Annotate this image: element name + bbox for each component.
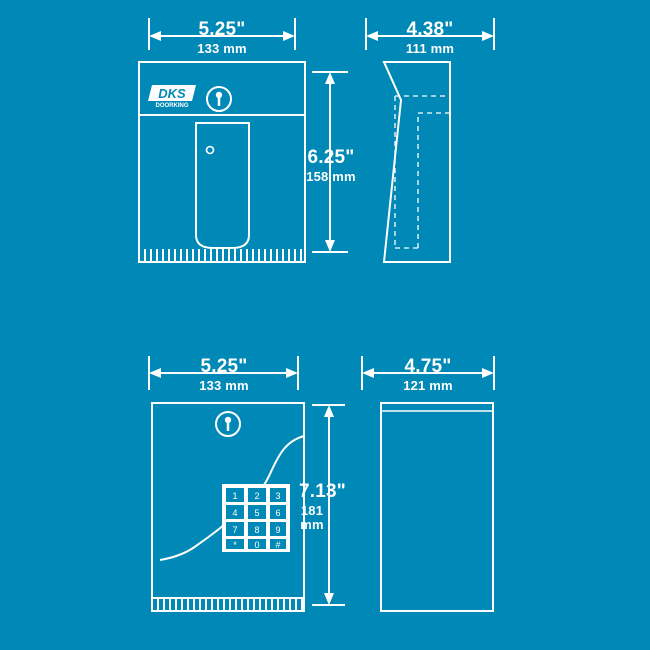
svg-text:1: 1: [232, 491, 238, 501]
svg-text:0: 0: [254, 540, 260, 550]
dim-inches: 4.38": [406, 19, 454, 40]
dim-inches: 5.25": [200, 356, 248, 377]
top-side-view-outline: [384, 62, 450, 262]
dim-inches: 6.25": [307, 147, 355, 168]
svg-text:DOORKING: DOORKING: [155, 103, 189, 109]
dim-mm: 181 mm: [300, 502, 324, 532]
svg-text:3: 3: [275, 491, 281, 501]
svg-text:*: *: [233, 540, 237, 550]
top-key-lock-icon: [207, 87, 231, 111]
dim-label-bottom-front-width: [162, 357, 286, 393]
dim-inches: 7.13": [299, 481, 346, 502]
dim-label-bottom-height: [299, 481, 346, 532]
dim-mm: 133 mm: [199, 377, 249, 393]
dim-label-bottom-side-width: [368, 357, 488, 393]
bottom-key-lock-icon: [216, 412, 240, 436]
dim-mm: 111 mm: [405, 40, 455, 56]
svg-text:7: 7: [232, 525, 238, 535]
bottom-side-view-outline: [381, 403, 493, 611]
dim-mm: 133 mm: [197, 40, 247, 56]
dim-mm: 158 mm: [306, 168, 356, 184]
dim-mm: 121 mm: [403, 377, 453, 393]
svg-text:#: #: [275, 540, 281, 550]
svg-text:4: 4: [232, 508, 238, 518]
dim-label-top-side-width: [370, 20, 490, 56]
doorking-logo-text: [156, 103, 189, 109]
dim-label-top-height: [295, 148, 367, 184]
dim-label-top-front-width: [160, 20, 284, 56]
svg-text:9: 9: [275, 525, 281, 535]
dks-logo-text: [158, 86, 186, 101]
svg-text:DKS: DKS: [158, 86, 186, 101]
dim-inches: 5.25": [198, 19, 246, 40]
svg-text:2: 2: [254, 491, 260, 501]
svg-text:5: 5: [254, 508, 260, 518]
dim-inches: 4.75": [404, 356, 452, 377]
svg-text:6: 6: [275, 508, 281, 518]
svg-text:8: 8: [254, 525, 260, 535]
top-card-door: [196, 123, 249, 248]
